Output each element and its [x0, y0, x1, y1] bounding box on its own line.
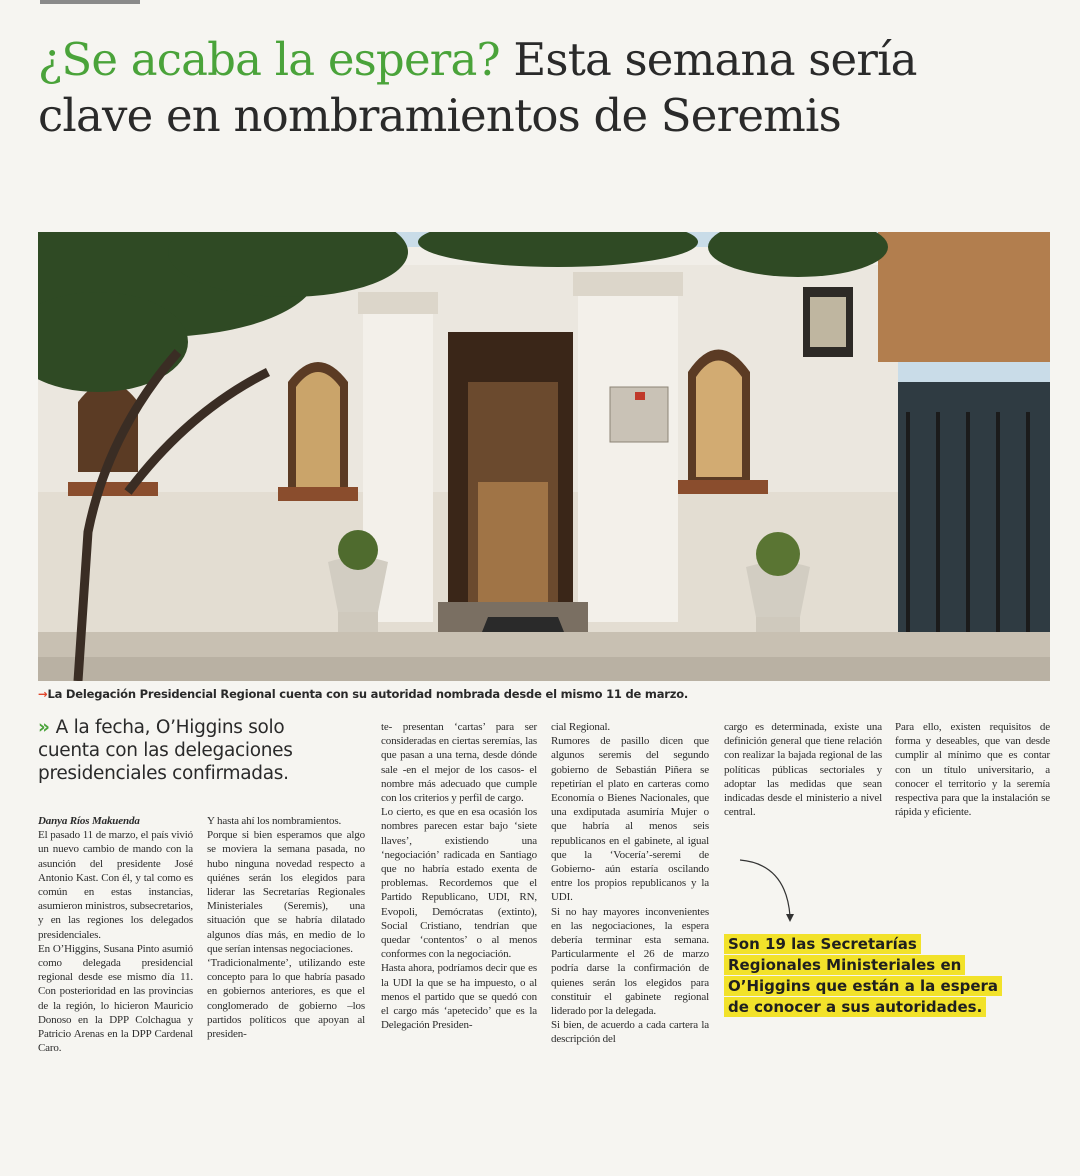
paragraph: te- presentan ‘cartas’ para ser consideradas en ciertas seremías, las que pasan a una terna, desde dónde sale -en el mejor de los casos- el nombre más adecuado que cumple con los criterios y perfil de cargo. [381, 721, 537, 805]
paragraph: Lo cierto, es que en esa ocasión los nombres parecen estar bajo ‘siete llaves’, existiendo una ‘negociación’ radicada en Santiago que no habría estado exenta de problemas. Recordemos que el Partido Republicano, UDI, RN, Evopoli, Demócratas (extinto), Social Cristiano, tendrían que quedar ‘contentos’ o al menos conformes con la negociación. [381, 806, 537, 961]
headline-kicker: ¿Se acaba la espera? [38, 33, 500, 86]
photo-caption [38, 687, 1050, 701]
top-rule [40, 0, 140, 4]
article-column-1 [38, 814, 193, 1055]
headline-main: Esta semana sería clave en nombramientos de Seremis [38, 33, 917, 142]
highlight-callout [724, 934, 1014, 1018]
article-column-6 [895, 720, 1050, 819]
paragraph: Porque si bien esperamos que algo se moviera la semana pasada, no hubo ninguna novedad respecto a quiénes serán los elegidos para liderar las Secretarías Regionales Ministeriales (Seremis), una situación que se habría dilatado algunos días más, en medio de lo que serían intensas negociaciones. [207, 829, 365, 955]
paragraph: Hasta ahora, podríamos decir que es la UDI la que se ha impuesto, o al menos el partido que se quedó con el cargo más ‘apetecido’ que es la Delegación Presiden- [381, 962, 537, 1032]
article-column-3 [381, 720, 537, 1032]
building-photo [38, 232, 1050, 681]
paragraph: El pasado 11 de marzo, el país vivió un nuevo cambio de mando con la asunción del presidente José Antonio Kast. Con él, y tal como es común en estas instancias, asumieron ministros, subsecretarios, y en las regiones los delegados presidenciales. [38, 829, 193, 941]
article-column-2 [207, 814, 365, 1041]
paragraph: cargo es determinada, existe una definición general que tiene relación con realizar la bajada regional de las políticas públicas sectoriales y adoptar las medidas que sean indicadas desde el ministerio a nivel central. [724, 721, 882, 819]
lead-paragraph [38, 716, 328, 785]
caption-text: La Delegación Presidencial Regional cuenta con su autoridad nombrada desde el mismo 11 de marzo. [47, 687, 689, 701]
paragraph: cial Regional. [551, 721, 610, 733]
caption-arrow-icon: → [38, 687, 48, 701]
curved-arrow-icon [738, 856, 798, 926]
article-column-4 [551, 720, 709, 1047]
highlight-text: Son 19 las Secretarías Regionales Ministeriales en O’Higgins que están a la espera de conocer a sus autoridades. [724, 934, 1002, 1017]
byline: Danya Ríos Makuenda [38, 815, 140, 827]
paragraph: En O’Higgins, Susana Pinto asumió como delegada presidencial regional desde ese mismo día 11. Con posterioridad en las provincias de la región, lo hicieron Mauricio Donoso en la DPP Colchagua y Patricio Arenas en la DPP Cardenal Caro. [38, 942, 193, 1055]
headline [38, 32, 1038, 144]
chevron-icon: » [38, 717, 50, 738]
lead-text: A la fecha, O’Higgins solo cuenta con las delegaciones presidenciales confirmadas. [38, 717, 293, 784]
article-column-5 [724, 720, 882, 819]
paragraph: Y hasta ahí los nombramientos. [207, 815, 342, 827]
paragraph: Rumores de pasillo dicen que algunos seremis del segundo gobierno de Sebastián Piñera se repetirían el plato en carteras como Economía o Bienes Nacionales, que una exdiputada asumiría Mujer o que habría al menos seis republicanos en el gabinete, al igual que la ‘Vocería’-seremi de Gobierno- aún estaría oscilando entre los propios republicanos y la UDI. [551, 735, 709, 904]
paragraph: Si bien, de acuerdo a cada cartera la descripción del [551, 1019, 709, 1046]
paragraph: ‘Tradicionalmente’, utilizando este concepto para lo que habría pasado en gobiernos anteriores, es que el conglomerado de gobierno –los partidos políticos que apoyan al presiden- [207, 957, 365, 1041]
paragraph: Para ello, existen requisitos de forma y deseables, que van desde cumplir al mínimo que es contar con un título universitario, a conocer el territorio y la seremía respectiva para que la instalación se rápida y eficiente. [895, 721, 1050, 819]
paragraph: Si no hay mayores inconvenientes en las negociaciones, la espera debería terminar esta semana. Particularmente el 26 de marzo podría darse la confirmación de quienes serán los elegidos para constituir el gabinete regional liderado por la delegada. [551, 905, 709, 1018]
